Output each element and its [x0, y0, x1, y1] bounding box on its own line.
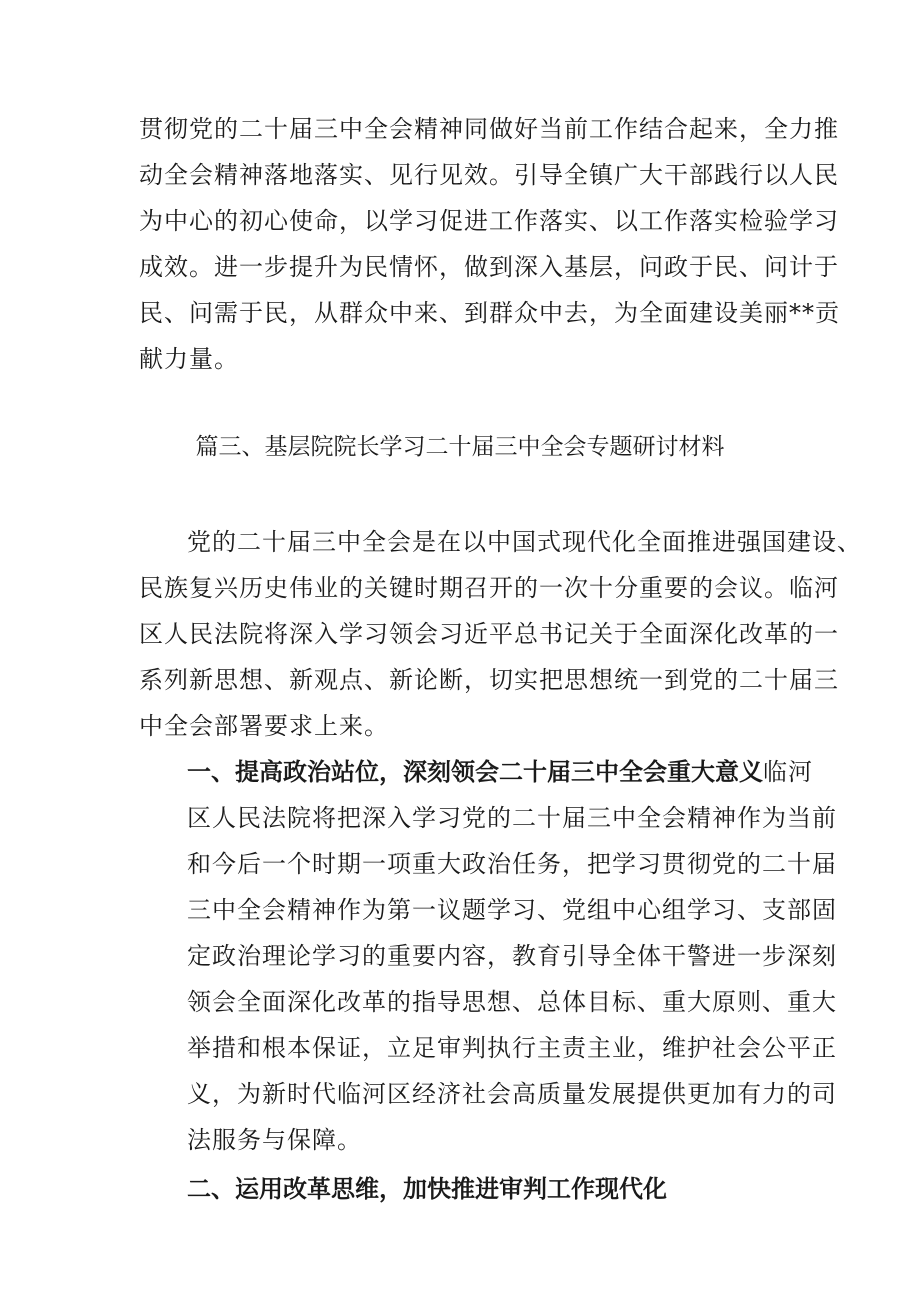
point1-first-line-rest: 临河 [763, 758, 813, 786]
point1-line: 区人民法院将把深入学习党的二十届三中全会精神作为当前 [187, 804, 837, 832]
point1-line: 定政治理论学习的重要内容，教育引导全体干警进一步深刻 [187, 942, 837, 970]
point1-line: 举措和根本保证，立足审判执行主责主业，维护社会公平正 [187, 1034, 837, 1062]
continuation-line: 贯彻党的二十届三中全会精神同做好当前工作结合起来，全力推 [139, 115, 839, 143]
point2-heading: 二、运用改革思维，加快推进审判工作现代化 [187, 1175, 667, 1203]
point1-line: 义，为新时代临河区经济社会高质量发展提供更加有力的司 [187, 1080, 837, 1108]
point1-first-line [187, 757, 813, 787]
intro-line: 系列新思想、新观点、新论断，切实把思想统一到党的二十届三 [139, 666, 839, 694]
section-title: 篇三、基层院院长学习二十届三中全会专题研讨材料 [195, 434, 725, 460]
continuation-line: 民、问需于民，从群众中来、到群众中去，为全面建设美丽**贡 [139, 299, 840, 327]
continuation-line: 成效。进一步提升为民情怀，做到深入基层，问政于民、问计于 [139, 253, 839, 281]
point1-heading: 一、提高政治站位，深刻领会二十届三中全会重大意义 [187, 758, 763, 786]
continuation-line: 献力量。 [139, 345, 239, 373]
intro-line: 党的二十届三中全会是在以中国式现代化全面推进强国建设、 [187, 528, 862, 556]
intro-line: 民族复兴历史伟业的关键时期召开的一次十分重要的会议。临河 [139, 574, 839, 602]
point1-line: 领会全面深化改革的指导思想、总体目标、重大原则、重大 [187, 988, 837, 1016]
intro-line: 中全会部署要求上来。 [139, 712, 389, 740]
continuation-line: 动全会精神落地落实、见行见效。引导全镇广大干部践行以人民 [139, 161, 839, 189]
intro-line: 区人民法院将深入学习领会习近平总书记关于全面深化改革的一 [139, 620, 839, 648]
continuation-line: 为中心的初心使命，以学习促进工作落实、以工作落实检验学习 [139, 207, 839, 235]
point1-line: 法服务与保障。 [187, 1126, 362, 1154]
point1-line: 和今后一个时期一项重大政治任务，把学习贯彻党的二十届 [187, 850, 837, 878]
point1-line: 三中全会精神作为第一议题学习、党组中心组学习、支部固 [187, 896, 837, 924]
